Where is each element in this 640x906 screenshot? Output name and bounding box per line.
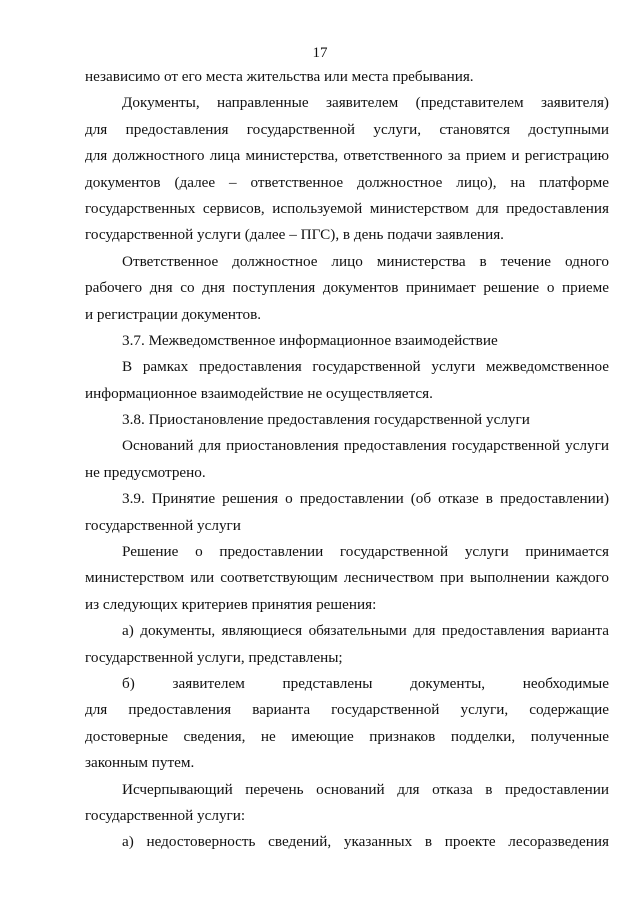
text-line: законным путем. (85, 754, 195, 772)
text-line: министерством или соответствующим лесничеством при выполнении каждого (85, 569, 609, 587)
text-line: Решение о предоставлении государственной услуги принимается (122, 543, 609, 561)
text-line: государственной услуги (85, 516, 241, 534)
text-line: независимо от его места жительства или места пребывания. (85, 68, 474, 85)
document-body (85, 64, 609, 856)
text-line: рабочего дня со дня поступления документов принимает решение о приеме (85, 279, 609, 297)
text-line: для должностного лица министерства, ответственного за прием и регистрацию (85, 147, 609, 165)
text-line: б) заявителем представлены документы, необходимые (122, 674, 609, 692)
text-line: Исчерпывающий перечень оснований для отказа в предоставлении (122, 780, 609, 798)
text-line: для предоставления государственной услуги, становятся доступными (85, 120, 609, 138)
text-line: а) документы, являющиеся обязательными для предоставления варианта (122, 622, 609, 640)
text-line: 3.7. Межведомственное информационное взаимодействие (122, 331, 498, 349)
text-line: государственной услуги, представлены; (85, 648, 343, 666)
text-line: В рамках предоставления государственной услуги межведомственное (122, 358, 609, 376)
text-line: для предоставления варианта государственной услуги, содержащие (85, 701, 609, 719)
text-line: а) недостоверность сведений, указанных в проекте лесоразведения (122, 833, 609, 851)
page-number: 17 (312, 45, 328, 61)
text-line: Документы, направленные заявителем (представителем заявителя) (122, 94, 609, 112)
text-line: Ответственное должностное лицо министерства в течение одного (122, 252, 609, 270)
text-line: 3.9. Принятие решения о предоставлении (об отказе в предоставлении) (122, 490, 609, 508)
text-line: 3.8. Приостановление предоставления государственной услуги (122, 411, 530, 429)
text-line: достоверные сведения, не имеющие признаков подделки, полученные (85, 727, 609, 745)
text-line: государственной услуги: (85, 806, 246, 824)
text-line: государственной услуги (далее – ПГС), в день подачи заявления. (85, 226, 504, 244)
text-line: информационное взаимодействие не осуществляется. (85, 384, 433, 402)
text-line: из следующих критериев принятия решения: (85, 595, 377, 613)
text-line: документов (далее – ответственное должностное лицо), на платформе (85, 173, 609, 191)
text-line: и регистрации документов. (85, 305, 262, 323)
text-line: государственных сервисов, используемой министерством для предоставления (85, 199, 609, 217)
text-line: Оснований для приостановления предоставления государственной услуги (122, 437, 609, 455)
text-line: не предусмотрено. (85, 463, 206, 481)
